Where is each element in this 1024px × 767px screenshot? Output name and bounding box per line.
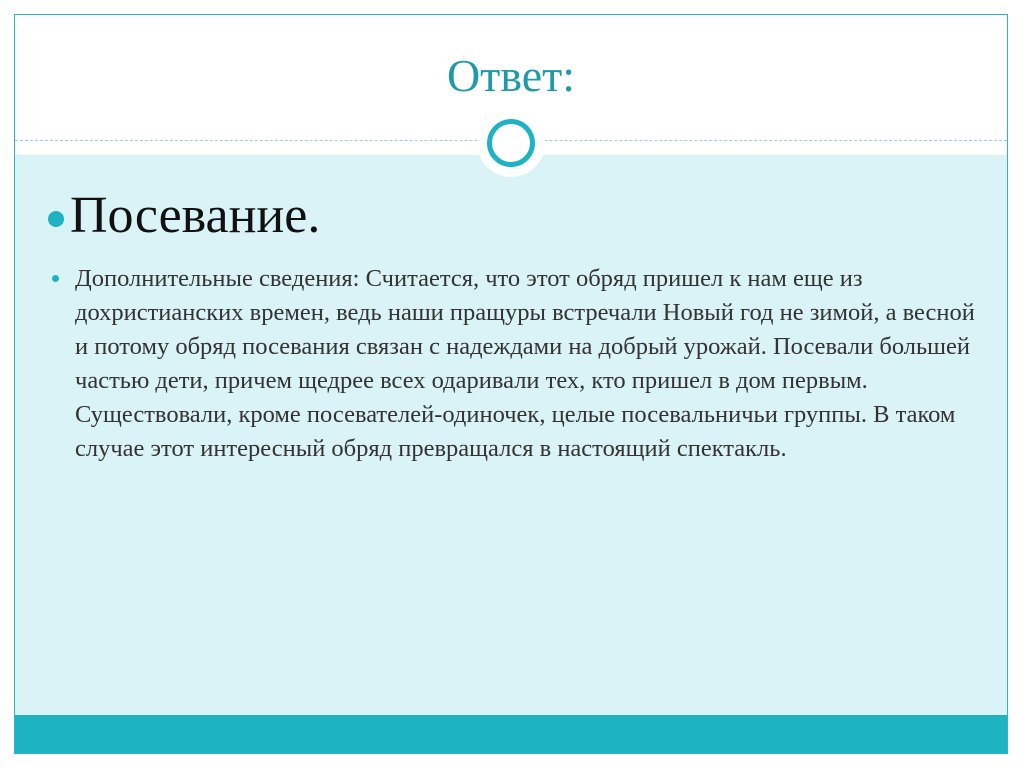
main-point-text: Посевание. bbox=[70, 187, 321, 244]
main-bullet bbox=[48, 180, 320, 252]
ring-icon bbox=[487, 119, 535, 167]
bullet-dot-icon bbox=[52, 275, 59, 282]
bullet-dot-icon bbox=[48, 211, 64, 227]
divider-ring bbox=[477, 109, 545, 177]
details-text: Дополнительные сведения: Считается, что этот обряд пришел к нам еще из дохристианских времен, ведь наши пращуры встречали Новый год не зимой, а весной и потому обряд посевания связан с надеждами на добрый урожай. Посевали большей частью дети, причем щедрее всех одаривали тех, кто пришел в дом первым. Существовали, кроме посевателей-одиночек, целые посевальничьи группы. В таком случае этот интересный обряд превращался в настоящий спектакль. bbox=[75, 265, 975, 462]
slide-title: Ответ: bbox=[446, 50, 576, 101]
details-bullet bbox=[52, 262, 982, 466]
bottom-accent-bar bbox=[15, 715, 1007, 753]
